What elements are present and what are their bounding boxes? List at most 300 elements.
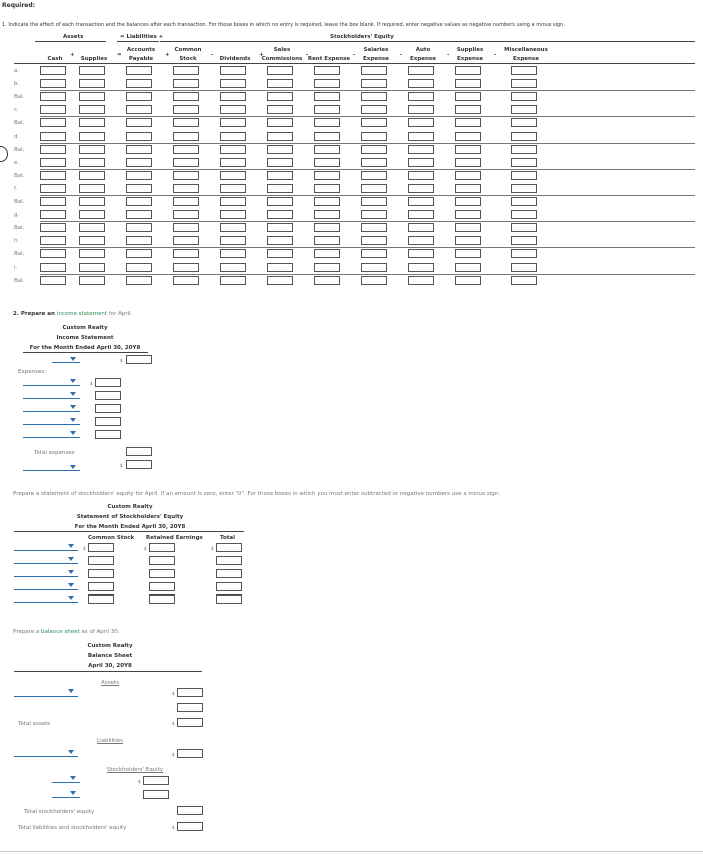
sse-amount-input[interactable] (216, 556, 242, 565)
transaction-cell-input[interactable] (126, 145, 152, 154)
sse-amount-input[interactable] (88, 595, 114, 604)
liability-select[interactable] (14, 756, 78, 757)
transaction-cell-input[interactable] (126, 263, 152, 272)
transaction-cell-input[interactable] (455, 66, 481, 75)
is-title: Income Statement (56, 335, 114, 341)
transaction-cell-input[interactable] (408, 223, 434, 232)
transaction-cell-input[interactable] (126, 79, 152, 88)
balance-sheet-link[interactable]: balance sheet (41, 629, 80, 635)
column-operator: - (494, 52, 497, 58)
transaction-cell-input[interactable] (361, 158, 387, 167)
transaction-cell-input[interactable] (173, 210, 199, 219)
transaction-cell-input[interactable] (126, 249, 152, 258)
column-header-line1: Sales (273, 47, 291, 53)
transaction-cell-input[interactable] (79, 92, 105, 101)
transaction-cell-input[interactable] (314, 66, 340, 75)
transaction-cell-input[interactable] (40, 66, 66, 75)
expense-select[interactable] (23, 437, 80, 438)
transaction-cell-input[interactable] (314, 210, 340, 219)
transaction-cell-input[interactable] (173, 236, 199, 245)
transaction-cell-input[interactable] (220, 236, 246, 245)
scroll-marker (0, 146, 8, 162)
balance-rule (40, 90, 695, 91)
transaction-cell-input[interactable] (408, 263, 434, 272)
expense-amount-input[interactable] (95, 404, 121, 413)
column-operator: - (447, 52, 450, 58)
transaction-cell-input[interactable] (361, 171, 387, 180)
liability-amount-input[interactable] (177, 749, 203, 758)
sse-amount-input[interactable] (216, 582, 242, 591)
asset-amount-input-2[interactable] (177, 703, 203, 712)
transaction-cell-input[interactable] (267, 158, 293, 167)
transaction-cell-input[interactable] (40, 79, 66, 88)
transaction-cell-input[interactable] (267, 79, 293, 88)
chevron-down-icon[interactable] (68, 596, 74, 600)
transaction-cell-input[interactable] (126, 223, 152, 232)
equity-select-2[interactable] (52, 797, 80, 798)
transaction-cell-input[interactable] (40, 236, 66, 245)
transaction-cell-input[interactable] (361, 197, 387, 206)
row-label: Bal. (14, 120, 25, 127)
transaction-cell-input[interactable] (79, 184, 105, 193)
transaction-cell-input[interactable] (173, 263, 199, 272)
transaction-cell-input[interactable] (173, 276, 199, 285)
transaction-cell-input[interactable] (267, 171, 293, 180)
expense-amount-input[interactable] (95, 378, 121, 387)
transaction-cell-input[interactable] (79, 223, 105, 232)
bs-title: Balance Sheet (87, 653, 133, 659)
column-header-line1: Salaries (363, 47, 389, 53)
equity-amount-input-1[interactable] (143, 776, 169, 785)
expense-amount-input[interactable] (95, 417, 121, 426)
transaction-cell-input[interactable] (511, 118, 537, 127)
transaction-cell-input[interactable] (511, 263, 537, 272)
chevron-down-icon[interactable] (68, 583, 74, 587)
expense-select[interactable] (23, 398, 80, 399)
transaction-cell-input[interactable] (173, 66, 199, 75)
sse-amount-input[interactable] (149, 582, 175, 591)
transaction-cell-input[interactable] (126, 118, 152, 127)
chevron-down-icon[interactable] (68, 570, 74, 574)
transaction-cell-input[interactable] (408, 249, 434, 258)
assets-header-rule (35, 41, 106, 42)
transaction-cell-input[interactable] (220, 66, 246, 75)
column-header-line2: Commissions (261, 56, 303, 62)
transaction-cell-input[interactable] (511, 236, 537, 245)
transaction-cell-input[interactable] (40, 184, 66, 193)
transaction-cell-input[interactable] (220, 171, 246, 180)
transaction-cell-input[interactable] (408, 79, 434, 88)
transaction-cell-input[interactable] (408, 236, 434, 245)
chevron-down-icon[interactable] (68, 557, 74, 561)
sse-amount-input[interactable] (149, 543, 175, 552)
equity-amount-input-2[interactable] (143, 790, 169, 799)
transaction-cell-input[interactable] (40, 249, 66, 258)
transaction-cell-input[interactable] (126, 66, 152, 75)
currency-symbol: $ (120, 463, 123, 468)
transaction-cell-input[interactable] (267, 276, 293, 285)
net-income-input[interactable] (126, 460, 152, 469)
chevron-down-icon[interactable] (70, 465, 76, 469)
transaction-cell-input[interactable] (361, 145, 387, 154)
transaction-cell-input[interactable] (314, 249, 340, 258)
sse-line-select[interactable] (14, 602, 78, 603)
transaction-cell-input[interactable] (455, 79, 481, 88)
column-header-line2: Payable (128, 56, 154, 62)
transaction-cell-input[interactable] (220, 184, 246, 193)
transaction-cell-input[interactable] (314, 236, 340, 245)
sse-amount-input[interactable] (216, 595, 242, 604)
transaction-cell-input[interactable] (408, 210, 434, 219)
expense-amount-input[interactable] (95, 391, 121, 400)
transaction-cell-input[interactable] (455, 210, 481, 219)
transaction-cell-input[interactable] (511, 210, 537, 219)
transaction-cell-input[interactable] (361, 132, 387, 141)
transaction-cell-input[interactable] (455, 132, 481, 141)
transaction-cell-input[interactable] (455, 184, 481, 193)
q1-instruction: 1. Indicate the effect of each transaction and the balances after each transaction. For those boxes in which no entry is required, leave the box blank. If required, enter negative values as negative numbers using a minus sign. (2, 22, 565, 28)
transaction-cell-input[interactable] (314, 79, 340, 88)
transaction-cell-input[interactable] (314, 92, 340, 101)
expense-select[interactable] (23, 411, 80, 412)
chevron-down-icon[interactable] (68, 544, 74, 548)
transaction-cell-input[interactable] (267, 92, 293, 101)
asset-amount-input-1[interactable] (177, 688, 203, 697)
currency-symbol: $ (144, 546, 147, 551)
transaction-cell-input[interactable] (126, 132, 152, 141)
equity-header-rule (160, 41, 695, 42)
transaction-cell-input[interactable] (79, 171, 105, 180)
q2-instruction (13, 311, 132, 317)
transaction-cell-input[interactable] (267, 223, 293, 232)
transaction-cell-input[interactable] (314, 132, 340, 141)
transaction-cell-input[interactable] (79, 236, 105, 245)
net-income-select[interactable] (23, 470, 80, 471)
income-statement-link[interactable]: income statement (56, 311, 108, 317)
transaction-cell-input[interactable] (220, 210, 246, 219)
balance-rule (40, 221, 695, 222)
transaction-cell-input[interactable] (173, 79, 199, 88)
transaction-cell-input[interactable] (511, 66, 537, 75)
transaction-cell-input[interactable] (79, 132, 105, 141)
transaction-cell-input[interactable] (267, 197, 293, 206)
sse-amount-input[interactable] (216, 569, 242, 578)
transaction-cell-input[interactable] (314, 223, 340, 232)
transaction-cell-input[interactable] (79, 158, 105, 167)
transaction-cell-input[interactable] (267, 263, 293, 272)
transaction-cell-input[interactable] (314, 276, 340, 285)
transaction-cell-input[interactable] (314, 263, 340, 272)
transaction-cell-input[interactable] (220, 145, 246, 154)
transaction-cell-input[interactable] (173, 197, 199, 206)
chevron-down-icon[interactable] (70, 392, 76, 396)
chevron-down-icon[interactable] (70, 431, 76, 435)
sse-amount-input[interactable] (88, 543, 114, 552)
column-header-line2: Cash (47, 56, 63, 62)
sse-amount-input[interactable] (149, 556, 175, 565)
transaction-cell-input[interactable] (173, 92, 199, 101)
transaction-cell-input[interactable] (361, 79, 387, 88)
transaction-cell-input[interactable] (40, 132, 66, 141)
transaction-cell-input[interactable] (220, 118, 246, 127)
sse-line-select[interactable] (14, 563, 78, 564)
revenue-select[interactable] (52, 362, 80, 363)
expense-amount-input[interactable] (95, 430, 121, 439)
transaction-cell-input[interactable] (455, 105, 481, 114)
balance-rule (40, 195, 695, 196)
transaction-cell-input[interactable] (40, 171, 66, 180)
transaction-cell-input[interactable] (79, 79, 105, 88)
transaction-cell-input[interactable] (408, 184, 434, 193)
q3-instruction: Prepare a statement of stockholders' equity for April. If an amount is zero, enter "0". For those boxes in which you must enter subtracted or negative numbers use a minus sign. (13, 491, 500, 497)
transaction-cell-input[interactable] (455, 118, 481, 127)
transaction-cell-input[interactable] (408, 66, 434, 75)
transaction-cell-input[interactable] (126, 197, 152, 206)
transaction-cell-input[interactable] (79, 249, 105, 258)
transaction-cell-input[interactable] (267, 66, 293, 75)
transaction-cell-input[interactable] (361, 105, 387, 114)
transaction-cell-input[interactable] (314, 118, 340, 127)
transaction-cell-input[interactable] (267, 145, 293, 154)
bs-company: Custom Realty (87, 643, 133, 649)
transaction-cell-input[interactable] (173, 249, 199, 258)
transaction-cell-input[interactable] (220, 197, 246, 206)
transaction-cell-input[interactable] (455, 236, 481, 245)
transaction-cell-input[interactable] (126, 171, 152, 180)
transaction-cell-input[interactable] (314, 197, 340, 206)
transaction-cell-input[interactable] (361, 66, 387, 75)
transaction-cell-input[interactable] (40, 276, 66, 285)
transaction-cell-input[interactable] (79, 118, 105, 127)
transaction-cell-input[interactable] (511, 158, 537, 167)
transaction-cell-input[interactable] (173, 118, 199, 127)
transaction-cell-input[interactable] (40, 92, 66, 101)
currency-symbol: $ (120, 358, 123, 363)
expense-select[interactable] (23, 424, 80, 425)
transaction-cell-input[interactable] (220, 223, 246, 232)
chevron-down-icon[interactable] (70, 776, 76, 780)
transaction-cell-input[interactable] (511, 92, 537, 101)
transaction-cell-input[interactable] (361, 236, 387, 245)
transaction-cell-input[interactable] (361, 276, 387, 285)
transaction-cell-input[interactable] (455, 158, 481, 167)
transaction-cell-input[interactable] (126, 236, 152, 245)
transaction-cell-input[interactable] (511, 276, 537, 285)
transaction-cell-input[interactable] (511, 105, 537, 114)
row-label: i. (14, 264, 18, 271)
transaction-cell-input[interactable] (511, 249, 537, 258)
transaction-cell-input[interactable] (79, 263, 105, 272)
total-liab-equity-input[interactable] (177, 822, 203, 831)
transaction-cell-input[interactable] (361, 249, 387, 258)
total-equity-input[interactable] (177, 806, 203, 815)
transaction-cell-input[interactable] (361, 184, 387, 193)
transaction-cell-input[interactable] (220, 105, 246, 114)
transaction-cell-input[interactable] (455, 223, 481, 232)
asset-select-1[interactable] (14, 696, 78, 697)
column-header-line1: Miscellaneous (504, 47, 548, 53)
transaction-cell-input[interactable] (455, 249, 481, 258)
transaction-cell-input[interactable] (314, 145, 340, 154)
expense-select[interactable] (23, 385, 80, 386)
sse-amount-input[interactable] (149, 595, 175, 604)
sse-amount-input[interactable] (149, 569, 175, 578)
transaction-cell-input[interactable] (40, 145, 66, 154)
transaction-cell-input[interactable] (314, 171, 340, 180)
column-operator: + (259, 52, 264, 58)
transaction-cell-input[interactable] (455, 145, 481, 154)
transaction-cell-input[interactable] (40, 210, 66, 219)
row-label: Bal. (14, 94, 25, 101)
chevron-down-icon[interactable] (70, 379, 76, 383)
sse-col-retained: Retained Earnings (146, 535, 203, 541)
transaction-cell-input[interactable] (408, 92, 434, 101)
chevron-down-icon[interactable] (70, 405, 76, 409)
column-operator: - (400, 52, 403, 58)
transaction-cell-input[interactable] (361, 210, 387, 219)
total-assets-input[interactable] (177, 718, 203, 727)
transaction-cell-input[interactable] (173, 223, 199, 232)
transaction-cell-input[interactable] (173, 132, 199, 141)
transaction-cell-input[interactable] (220, 158, 246, 167)
is-period: For the Month Ended April 30, 20Y8 (29, 345, 141, 351)
row-label: f. (14, 185, 18, 192)
sse-line-select[interactable] (14, 576, 78, 577)
transaction-cell-input[interactable] (511, 223, 537, 232)
transaction-cell-input[interactable] (408, 197, 434, 206)
transaction-cell-input[interactable] (267, 105, 293, 114)
transaction-cell-input[interactable] (361, 118, 387, 127)
column-header-line1: Supplies (456, 47, 484, 53)
sse-total-rule (88, 594, 114, 595)
chevron-down-icon[interactable] (68, 750, 74, 754)
sse-amount-input[interactable] (88, 582, 114, 591)
transaction-cell-input[interactable] (220, 132, 246, 141)
transaction-cell-input[interactable] (361, 223, 387, 232)
transaction-cell-input[interactable] (267, 184, 293, 193)
transaction-cell-input[interactable] (40, 158, 66, 167)
chevron-down-icon[interactable] (70, 357, 76, 361)
currency-symbol: $ (172, 825, 175, 830)
total-liab-equity-label: Total liabilities and stockholders' equity (18, 825, 127, 831)
transaction-cell-input[interactable] (455, 263, 481, 272)
sse-total-rule (216, 594, 242, 595)
sse-line-select[interactable] (14, 550, 78, 551)
transaction-cell-input[interactable] (126, 210, 152, 219)
chevron-down-icon[interactable] (68, 689, 74, 693)
transaction-cell-input[interactable] (408, 145, 434, 154)
row-label: d. (14, 133, 20, 140)
transaction-cell-input[interactable] (455, 171, 481, 180)
transaction-cell-input[interactable] (408, 158, 434, 167)
sse-amount-input[interactable] (88, 569, 114, 578)
transaction-cell-input[interactable] (314, 105, 340, 114)
transaction-cell-input[interactable] (408, 105, 434, 114)
transaction-cell-input[interactable] (220, 249, 246, 258)
transaction-cell-input[interactable] (408, 118, 434, 127)
transaction-cell-input[interactable] (511, 132, 537, 141)
transaction-cell-input[interactable] (173, 184, 199, 193)
balance-rule (40, 116, 695, 117)
transaction-cell-input[interactable] (173, 171, 199, 180)
transaction-cell-input[interactable] (511, 79, 537, 88)
sse-amount-input[interactable] (216, 543, 242, 552)
transaction-cell-input[interactable] (267, 132, 293, 141)
transaction-cell-input[interactable] (511, 171, 537, 180)
transaction-cell-input[interactable] (314, 184, 340, 193)
transaction-cell-input[interactable] (267, 249, 293, 258)
transaction-cell-input[interactable] (267, 118, 293, 127)
transaction-cell-input[interactable] (126, 92, 152, 101)
sse-col-common: Common Stock (88, 535, 135, 541)
transaction-cell-input[interactable] (126, 276, 152, 285)
transaction-cell-input[interactable] (79, 145, 105, 154)
transaction-cell-input[interactable] (455, 92, 481, 101)
transaction-cell-input[interactable] (40, 118, 66, 127)
transaction-cell-input[interactable] (126, 158, 152, 167)
transaction-cell-input[interactable] (40, 105, 66, 114)
balance-rule (40, 143, 695, 144)
transaction-cell-input[interactable] (79, 197, 105, 206)
transaction-cell-input[interactable] (40, 197, 66, 206)
transaction-cell-input[interactable] (220, 276, 246, 285)
column-operator: - (353, 52, 356, 58)
transaction-cell-input[interactable] (79, 105, 105, 114)
transaction-cell-input[interactable] (267, 210, 293, 219)
transaction-cell-input[interactable] (173, 145, 199, 154)
transaction-cell-input[interactable] (79, 66, 105, 75)
transaction-cell-input[interactable] (40, 263, 66, 272)
transaction-cell-input[interactable] (408, 276, 434, 285)
transaction-cell-input[interactable] (408, 132, 434, 141)
transaction-cell-input[interactable] (126, 105, 152, 114)
balance-rule (40, 169, 695, 170)
transaction-cell-input[interactable] (220, 79, 246, 88)
sse-amount-input[interactable] (88, 556, 114, 565)
transaction-cell-input[interactable] (361, 92, 387, 101)
chevron-down-icon[interactable] (70, 791, 76, 795)
transaction-cell-input[interactable] (511, 145, 537, 154)
total-expenses-label: Total expenses (34, 450, 75, 456)
transaction-cell-input[interactable] (220, 263, 246, 272)
transaction-cell-input[interactable] (267, 236, 293, 245)
transaction-cell-input[interactable] (314, 158, 340, 167)
transaction-cell-input[interactable] (220, 92, 246, 101)
transaction-cell-input[interactable] (455, 197, 481, 206)
bs-assets-label: Assets (101, 680, 119, 686)
q4-suffix: as of April 30. (79, 629, 120, 635)
row-label: Bal. (14, 225, 25, 232)
transaction-cell-input[interactable] (455, 276, 481, 285)
transaction-cell-input[interactable] (79, 210, 105, 219)
bs-date: April 30, 20Y8 (88, 663, 132, 669)
transaction-cell-input[interactable] (40, 223, 66, 232)
total-expenses-input[interactable] (126, 447, 152, 456)
transaction-cell-input[interactable] (173, 158, 199, 167)
revenue-amount-input[interactable] (126, 355, 152, 364)
transaction-cell-input[interactable] (361, 263, 387, 272)
row-label: Bal. (14, 199, 25, 205)
chevron-down-icon[interactable] (70, 418, 76, 422)
sse-line-select[interactable] (14, 589, 78, 590)
transaction-cell-input[interactable] (408, 171, 434, 180)
transaction-cell-input[interactable] (126, 184, 152, 193)
equity-select-1[interactable] (52, 782, 80, 783)
transaction-cell-input[interactable] (511, 197, 537, 206)
transaction-cell-input[interactable] (79, 276, 105, 285)
transaction-cell-input[interactable] (511, 184, 537, 193)
transaction-cell-input[interactable] (173, 105, 199, 114)
